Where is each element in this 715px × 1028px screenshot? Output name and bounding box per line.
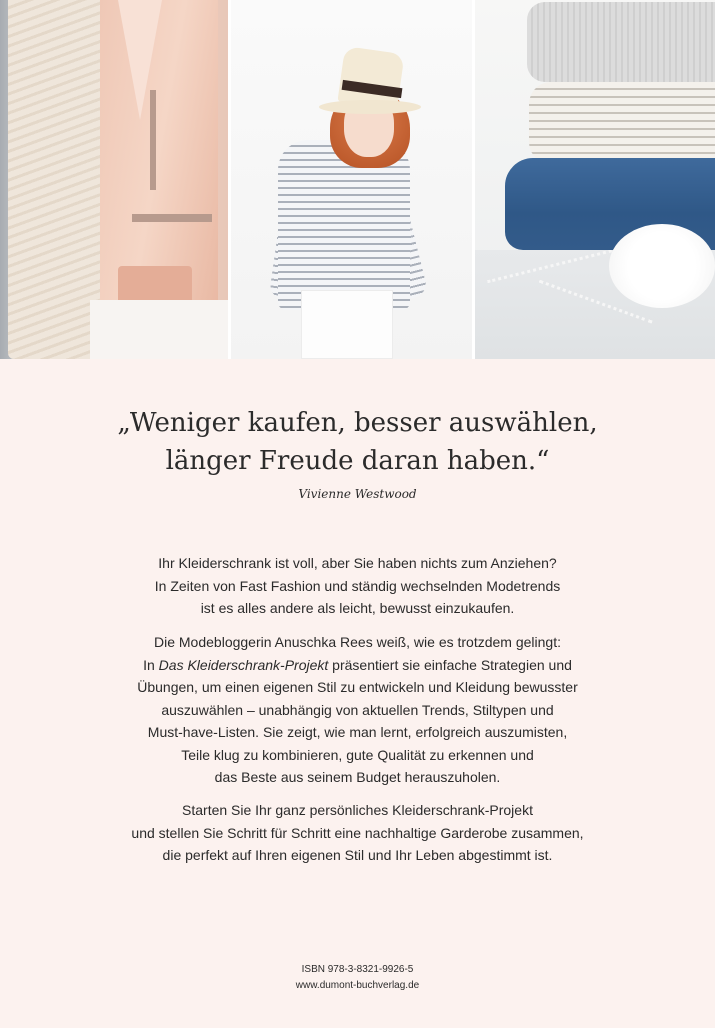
text-line: Ihr Kleiderschrank ist voll, aber Sie haben nichts zum Anziehen? — [158, 555, 557, 571]
jacket-zipper-vertical — [150, 90, 156, 190]
text-line: Die Modebloggerin Anuschka Rees weiß, wie es trotzdem gelingt: — [154, 634, 561, 650]
paragraph-closing — [0, 799, 715, 867]
quote-line-2: länger Freude daran haben.“ — [165, 446, 550, 476]
quote-author: Vivienne Westwood — [298, 487, 417, 501]
fur-item — [609, 224, 715, 308]
cover-photo-strip — [0, 0, 715, 359]
text-fragment: In — [143, 656, 159, 673]
photo-folded-clothes — [475, 0, 715, 359]
text-line: das Beste aus seinem Budget herauszuholen. — [214, 769, 501, 785]
text-line: Übungen, um einen eigenen Stil zu entwickeln und Kleidung bewusster — [137, 679, 578, 695]
jacket-zipper-horizontal — [132, 214, 212, 222]
text-line: Starten Sie Ihr ganz persönliches Kleiderschrank-Projekt — [182, 802, 533, 818]
photo-woman-in-hat — [231, 0, 472, 359]
text-line: und stellen Sie Schritt für Schritt eine nachhaltige Garderobe zusammen, — [131, 824, 584, 841]
text-line: auszuwählen – unabhängig von aktuellen Trends, Stiltypen und — [161, 701, 554, 718]
hat-brim — [319, 100, 421, 114]
text-fragment: präsentiert sie einfache Strategien und — [328, 656, 572, 673]
white-garment — [90, 300, 228, 359]
folded-knit — [527, 2, 715, 82]
headline-quote — [0, 404, 715, 480]
book-title: Das Kleiderschrank-Projekt — [158, 656, 329, 673]
quote-line-1: „Weniger kaufen, besser auswählen, — [117, 408, 598, 438]
text-line: Teile klug zu kombinieren, gute Qualität zu erkennen und — [181, 746, 534, 763]
photo-clothes-rack — [0, 0, 228, 359]
paragraph-description — [0, 631, 715, 789]
text-line: die perfekt auf Ihren eigenen Stil und Ihr Leben abgestimmt ist. — [162, 847, 553, 863]
publisher-info — [0, 962, 715, 994]
isbn-number: ISBN 978-3-8321-9926-5 — [301, 964, 414, 975]
white-pants — [301, 290, 393, 359]
text-line — [0, 654, 715, 677]
publisher-website: www.dumont-buchverlag.de — [295, 980, 420, 991]
text-line: Must-have-Listen. Sie zeigt, wie man lernt, erfolgreich auszumisten, — [147, 724, 568, 740]
paragraph-intro — [0, 552, 715, 620]
folded-striped-shirt — [529, 82, 715, 164]
text-line: In Zeiten von Fast Fashion und ständig wechselnden Modetrends — [154, 577, 561, 594]
text-line: ist es alles andere als leicht, bewusst einzukaufen. — [200, 600, 515, 616]
